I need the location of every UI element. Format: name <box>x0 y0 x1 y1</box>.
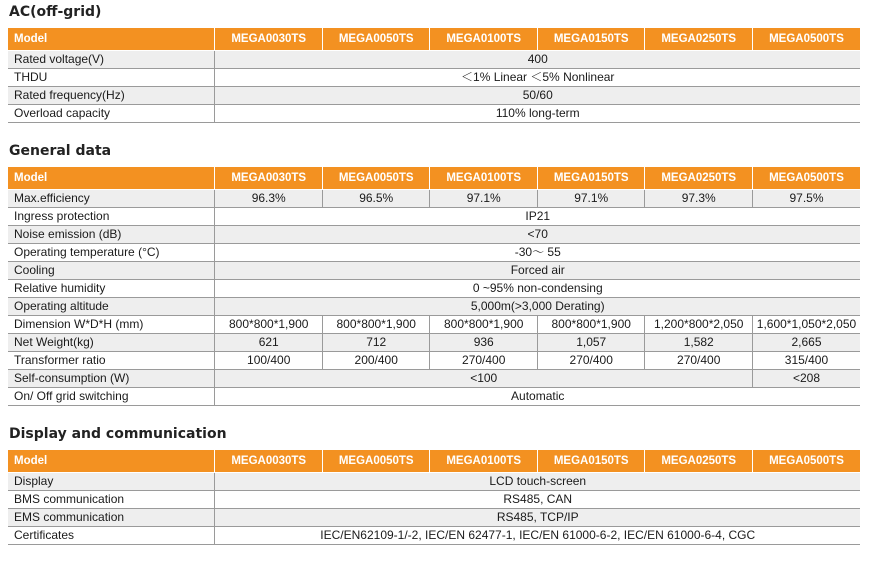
table-row <box>8 370 860 388</box>
row-value: 2,665 <box>752 334 860 352</box>
row-value: <208 <box>752 370 860 388</box>
table-row <box>8 208 860 226</box>
row-label: Net Weight(kg) <box>8 334 215 352</box>
row-label: Rated frequency(Hz) <box>8 87 215 105</box>
table-row <box>8 316 860 334</box>
row-label: THDU <box>8 69 215 87</box>
row-value: 97.3% <box>645 190 753 208</box>
table-header-row <box>8 28 860 51</box>
row-value: 0 ~95% non-condensing <box>215 280 860 298</box>
table-row <box>8 105 860 123</box>
row-value: 621 <box>215 334 323 352</box>
header-model-mega0500ts: MEGA0500TS <box>752 450 860 473</box>
table-row <box>8 473 860 491</box>
row-value: IP21 <box>215 208 860 226</box>
row-label: Overload capacity <box>8 105 215 123</box>
row-value: 800*800*1,900 <box>537 316 645 334</box>
section-title: General data <box>9 143 112 159</box>
table-header-row <box>8 167 860 190</box>
row-value: 1,600*1,050*2,050 <box>752 316 860 334</box>
row-value: 97.1% <box>537 190 645 208</box>
table-row <box>8 509 860 527</box>
row-label: Display <box>8 473 215 491</box>
row-value: 800*800*1,900 <box>322 316 430 334</box>
row-value: 96.3% <box>215 190 323 208</box>
row-value: 270/400 <box>430 352 538 370</box>
table-row <box>8 262 860 280</box>
header-model-mega0100ts: MEGA0100TS <box>430 450 538 473</box>
header-model-mega0150ts: MEGA0150TS <box>537 167 645 190</box>
row-value: <100 <box>215 370 753 388</box>
table-row <box>8 280 860 298</box>
row-label: BMS communication <box>8 491 215 509</box>
row-label: Self-consumption (W) <box>8 370 215 388</box>
row-value: <70 <box>215 226 860 244</box>
table-row <box>8 491 860 509</box>
spec-table <box>8 450 860 545</box>
row-value: 97.1% <box>430 190 538 208</box>
row-value: IEC/EN62109-1/-2, IEC/EN 62477-1, IEC/EN 61000-6-2, IEC/EN 61000-6-4, CGC <box>215 527 860 545</box>
row-label: Operating temperature (°C) <box>8 244 215 262</box>
section-general-data <box>8 141 860 406</box>
section-display-communication <box>8 424 860 545</box>
table-row <box>8 244 860 262</box>
row-value: 97.5% <box>752 190 860 208</box>
row-value: 200/400 <box>322 352 430 370</box>
row-value: 800*800*1,900 <box>215 316 323 334</box>
section-title: AC(off-grid) <box>9 4 102 20</box>
row-label: Relative humidity <box>8 280 215 298</box>
header-model-label: Model <box>8 450 215 473</box>
row-value: RS485, CAN <box>215 491 860 509</box>
row-value: -30～ 55 <box>215 244 860 262</box>
section-ac-off-grid <box>8 2 860 123</box>
header-model-mega0100ts: MEGA0100TS <box>430 28 538 51</box>
table-row <box>8 69 860 87</box>
row-value: 110% long-term <box>215 105 860 123</box>
row-label: Rated voltage(V) <box>8 51 215 69</box>
header-model-mega0150ts: MEGA0150TS <box>537 28 645 51</box>
header-model-label: Model <box>8 28 215 51</box>
row-value: 400 <box>215 51 860 69</box>
spec-table <box>8 167 860 406</box>
row-value: 96.5% <box>322 190 430 208</box>
table-row <box>8 226 860 244</box>
row-value: RS485, TCP/IP <box>215 509 860 527</box>
row-value: 936 <box>430 334 538 352</box>
table-row <box>8 51 860 69</box>
table-row <box>8 334 860 352</box>
table-row <box>8 87 860 105</box>
header-model-mega0250ts: MEGA0250TS <box>645 167 753 190</box>
row-value: 100/400 <box>215 352 323 370</box>
row-label: Max.efficiency <box>8 190 215 208</box>
row-label: Transformer ratio <box>8 352 215 370</box>
row-value: Automatic <box>215 388 860 406</box>
header-model-mega0030ts: MEGA0030TS <box>215 167 323 190</box>
row-label: Noise emission (dB) <box>8 226 215 244</box>
header-model-mega0100ts: MEGA0100TS <box>430 167 538 190</box>
header-model-mega0050ts: MEGA0050TS <box>322 450 430 473</box>
header-model-mega0250ts: MEGA0250TS <box>645 450 753 473</box>
spec-table <box>8 28 860 123</box>
header-model-mega0030ts: MEGA0030TS <box>215 28 323 51</box>
header-model-mega0500ts: MEGA0500TS <box>752 167 860 190</box>
header-model-mega0030ts: MEGA0030TS <box>215 450 323 473</box>
table-row <box>8 388 860 406</box>
table-row <box>8 190 860 208</box>
row-label: Cooling <box>8 262 215 280</box>
header-model-mega0500ts: MEGA0500TS <box>752 28 860 51</box>
row-label: Dimension W*D*H (mm) <box>8 316 215 334</box>
row-value: 315/400 <box>752 352 860 370</box>
row-label: Certificates <box>8 527 215 545</box>
row-value: 50/60 <box>215 87 860 105</box>
row-label: EMS communication <box>8 509 215 527</box>
row-label: Ingress protection <box>8 208 215 226</box>
header-model-mega0050ts: MEGA0050TS <box>322 167 430 190</box>
row-value: Forced air <box>215 262 860 280</box>
row-label: Operating altitude <box>8 298 215 316</box>
row-value: LCD touch-screen <box>215 473 860 491</box>
section-title: Display and communication <box>9 426 227 442</box>
row-label: On/ Off grid switching <box>8 388 215 406</box>
row-value: 712 <box>322 334 430 352</box>
table-header-row <box>8 450 860 473</box>
row-value: 270/400 <box>645 352 753 370</box>
row-value: 5,000m(>3,000 Derating) <box>215 298 860 316</box>
row-value: 270/400 <box>537 352 645 370</box>
row-value: 1,200*800*2,050 <box>645 316 753 334</box>
table-row <box>8 527 860 545</box>
header-model-mega0150ts: MEGA0150TS <box>537 450 645 473</box>
row-value: 1,057 <box>537 334 645 352</box>
header-model-mega0250ts: MEGA0250TS <box>645 28 753 51</box>
row-value: 1,582 <box>645 334 753 352</box>
header-model-mega0050ts: MEGA0050TS <box>322 28 430 51</box>
table-row <box>8 352 860 370</box>
header-model-label: Model <box>8 167 215 190</box>
row-value: 800*800*1,900 <box>430 316 538 334</box>
table-row <box>8 298 860 316</box>
row-value: ＜1% Linear ＜5% Nonlinear <box>215 69 860 87</box>
